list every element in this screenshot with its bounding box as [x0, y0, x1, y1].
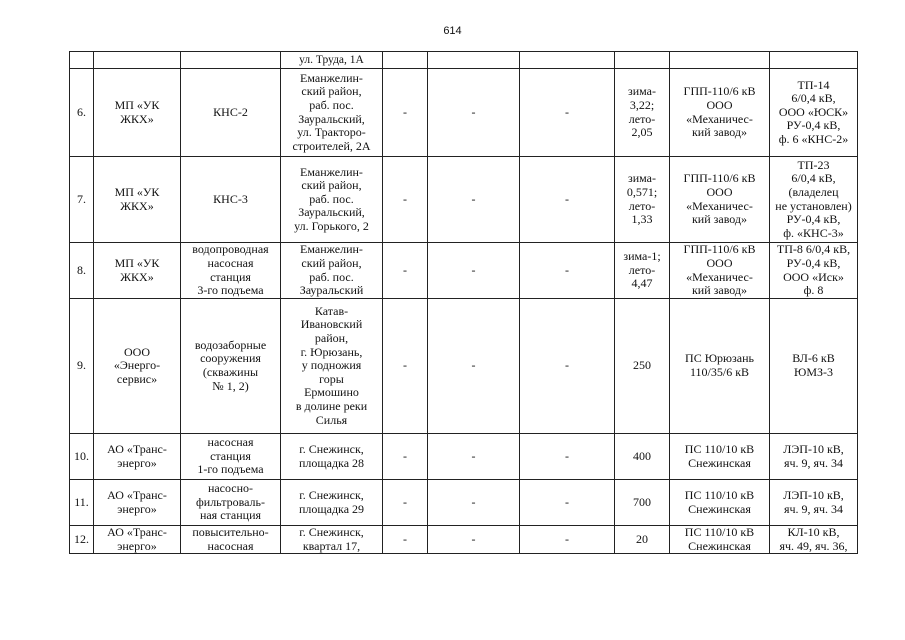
cell-object: [181, 480, 281, 526]
cell-col6-text: -: [471, 262, 476, 277]
cell-connection-point-text: КЛ-10 кВ, яч. 49, яч. 36,: [779, 525, 848, 553]
cell-address: [281, 299, 383, 434]
cont-cell-c7: [520, 52, 615, 69]
cell-col6: [428, 526, 520, 554]
cell-power-text: 20: [636, 531, 648, 546]
cell-num-text: 7.: [77, 191, 86, 206]
cell-connection-point-text: ЛЭП-10 кВ, яч. 9, яч. 34: [783, 441, 844, 470]
cell-col7: [520, 299, 615, 434]
cell-address: [281, 243, 383, 299]
cell-connection-point-text: ЛЭП-10 кВ, яч. 9, яч. 34: [783, 487, 844, 516]
cell-object: [181, 157, 281, 243]
cell-organization: [94, 69, 181, 157]
cell-object-text: водозаборные сооружения (скважины № 1, 2): [194, 337, 267, 393]
cell-address-text: Еманжелин- ский район, раб. пос. Зауральский, ул. Тракторо- строителей, 2А: [292, 70, 371, 153]
cell-power: [615, 434, 670, 480]
cell-power-source-text: ГПП-110/6 кВ ООО «Механичес- кий завод»: [683, 171, 756, 227]
cell-col6-text: -: [471, 358, 476, 373]
cell-power-text: зима- 0,571; лето- 1,33: [626, 171, 658, 227]
cell-num-text: 11.: [74, 494, 89, 509]
cell-power: [615, 243, 670, 299]
cell-power: [615, 526, 670, 554]
cell-address-text: г. Снежинск, площадка 28: [298, 441, 365, 470]
cell-num: [70, 69, 94, 157]
cell-col5: [383, 157, 428, 243]
cell-object-text: КНС-2: [213, 104, 248, 119]
cell-power-source: [670, 69, 770, 157]
cell-address-text: г. Снежинск, площадка 29: [298, 487, 365, 516]
cell-address-text: Катав- Ивановский район, г. Юрюзань, у подножия горы Ермошино в долине реки Силья: [295, 303, 368, 427]
cell-col6: [428, 434, 520, 480]
cell-col7: [520, 480, 615, 526]
cell-power-text: 250: [633, 358, 651, 373]
cell-col6-text: -: [471, 448, 476, 463]
cont-cell-org: [94, 52, 181, 69]
cell-num-text: 9.: [77, 358, 86, 373]
cell-address-text: Еманжелин- ский район, раб. пос. Зауральский, ул. Горького, 2: [294, 164, 369, 233]
cell-organization-text: АО «Транс- энерго»: [107, 441, 167, 470]
cell-power: [615, 157, 670, 243]
page-number: 614: [443, 25, 462, 37]
cell-organization: [94, 526, 181, 554]
cell-col7: [520, 243, 615, 299]
cell-object: [181, 526, 281, 554]
cell-object: [181, 243, 281, 299]
table-row-continuation: [70, 52, 858, 69]
cell-organization: [94, 434, 181, 480]
cell-address: [281, 157, 383, 243]
cell-power-source: [670, 299, 770, 434]
cell-power-source: [670, 526, 770, 554]
cell-col5: [383, 299, 428, 434]
cell-power-text: зима-1; лето- 4,47: [623, 249, 661, 291]
table-row: [70, 69, 858, 157]
cell-col5: [383, 526, 428, 554]
cont-cell-address: ул. Труда, 1А: [281, 52, 383, 69]
cell-organization: [94, 299, 181, 434]
cell-num: [70, 157, 94, 243]
cell-col5: [383, 480, 428, 526]
cell-col5-text: -: [403, 191, 407, 206]
cell-power-source-text: ПС 110/10 кВ Снежинская: [684, 525, 755, 553]
cell-power: [615, 299, 670, 434]
cell-num: [70, 243, 94, 299]
cell-power-text: 400: [633, 448, 651, 463]
cell-col7: [520, 157, 615, 243]
cell-col6-text: -: [471, 494, 476, 509]
cell-object-text: насосно- фильтроваль- ная станция: [196, 481, 265, 523]
cell-connection-point: [770, 299, 858, 434]
cell-object-text: водопроводная насосная станция 3-го подъема: [192, 242, 269, 298]
cell-col5: [383, 243, 428, 299]
cont-cell-num: [70, 52, 94, 69]
cell-power: [615, 69, 670, 157]
cell-col7-text: -: [565, 358, 569, 373]
cell-connection-point-text: ТП-8 6/0,4 кВ, РУ-0,4 кВ, ООО «Иск» ф. 8: [776, 242, 851, 298]
cell-col7-text: -: [565, 191, 569, 206]
cont-cell-c5: [383, 52, 428, 69]
cell-connection-point: [770, 480, 858, 526]
cell-power: [615, 480, 670, 526]
cell-power-source-text: ПС 110/10 кВ Снежинская: [684, 487, 755, 516]
cell-object: [181, 69, 281, 157]
cell-num: [70, 480, 94, 526]
cell-num: [70, 526, 94, 554]
cell-object: [181, 434, 281, 480]
cell-col7-text: -: [565, 494, 569, 509]
cell-col6: [428, 69, 520, 157]
cell-col7-text: -: [565, 104, 569, 119]
cell-connection-point: [770, 69, 858, 157]
cell-address: [281, 526, 383, 554]
cell-col5-text: -: [403, 358, 407, 373]
cell-col5: [383, 69, 428, 157]
cell-num: [70, 434, 94, 480]
cont-cell-c6: [428, 52, 520, 69]
cell-organization: [94, 480, 181, 526]
cell-col6: [428, 299, 520, 434]
cell-power-source: [670, 480, 770, 526]
cell-col6-text: -: [471, 531, 476, 546]
table-row: [70, 526, 858, 554]
cell-connection-point: [770, 434, 858, 480]
cell-power-source: [670, 243, 770, 299]
cell-organization-text: ООО «Энерго- сервис»: [113, 344, 161, 386]
cell-num-text: 12.: [74, 531, 89, 546]
table-row: [70, 243, 858, 299]
table-row: [70, 157, 858, 243]
cell-power-source-text: ГПП-110/6 кВ ООО «Механичес- кий завод»: [683, 84, 756, 140]
cell-power-text: 700: [633, 494, 651, 509]
cell-organization-text: МП «УК ЖКХ»: [114, 184, 160, 213]
cell-connection-point-text: ВЛ-6 кВ ЮМЗ-3: [792, 351, 835, 379]
cell-organization-text: МП «УК ЖКХ»: [114, 255, 160, 284]
cont-cell-object: [181, 52, 281, 69]
cell-col7: [520, 526, 615, 554]
cell-address-text: г. Снежинск, квартал 17,: [299, 525, 364, 553]
table-row: [70, 434, 858, 480]
cell-col6: [428, 480, 520, 526]
cont-cell-source: [670, 52, 770, 69]
cell-col7: [520, 434, 615, 480]
cell-col5: [383, 434, 428, 480]
cell-connection-point-text: ТП-23 6/0,4 кВ, (владелец не установлен) РУ-0,4 кВ, ф. «КНС-3»: [775, 157, 852, 240]
cell-col5-text: -: [403, 104, 407, 119]
cell-num-text: 10.: [74, 448, 89, 463]
cell-connection-point: [770, 526, 858, 554]
table-row: [70, 299, 858, 434]
cell-organization-text: АО «Транс- энерго»: [107, 525, 167, 553]
cell-organization-text: МП «УК ЖКХ»: [114, 97, 160, 126]
cell-col5-text: -: [403, 494, 407, 509]
cell-address: [281, 434, 383, 480]
cell-address: [281, 480, 383, 526]
cell-object: [181, 299, 281, 434]
cell-num: [70, 299, 94, 434]
cell-object-text: насосная станция 1-го подъема: [197, 435, 264, 477]
cell-organization: [94, 243, 181, 299]
cell-col6-text: -: [471, 191, 476, 206]
cell-object-text: повысительно- насосная: [192, 525, 269, 553]
cell-connection-point-text: ТП-14 6/0,4 кВ, ООО «ЮСК» РУ-0,4 кВ, ф. 6 «КНС-2»: [778, 77, 849, 146]
cell-power-source-text: ПС Юрюзань 110/35/6 кВ: [685, 351, 754, 379]
cell-col5-text: -: [403, 531, 407, 546]
cell-object-text: КНС-3: [213, 191, 248, 206]
cell-num-text: 8.: [77, 262, 86, 277]
data-table: [69, 51, 858, 554]
cell-organization: [94, 157, 181, 243]
cell-col7-text: -: [565, 262, 569, 277]
cell-address: [281, 69, 383, 157]
cell-power-source: [670, 434, 770, 480]
cell-num-text: 6.: [77, 104, 86, 119]
cell-connection-point: [770, 157, 858, 243]
cell-col7-text: -: [565, 448, 569, 463]
cell-col5-text: -: [403, 262, 407, 277]
cell-organization-text: АО «Транс- энерго»: [107, 487, 167, 516]
cell-col6: [428, 157, 520, 243]
cell-address-text: Еманжелин- ский район, раб. пос. Зауральский: [299, 242, 364, 298]
cell-col7: [520, 69, 615, 157]
cell-col7-text: -: [565, 531, 569, 546]
cell-connection-point: [770, 243, 858, 299]
table-row: [70, 480, 858, 526]
cell-power-source-text: ПС 110/10 кВ Снежинская: [684, 441, 755, 470]
cell-power-text: зима- 3,22; лето- 2,05: [628, 84, 656, 140]
cont-cell-point: [770, 52, 858, 69]
cell-col5-text: -: [403, 448, 407, 463]
cont-cell-power: [615, 52, 670, 69]
cell-col6: [428, 243, 520, 299]
cell-col6-text: -: [471, 104, 476, 119]
cell-power-source-text: ГПП-110/6 кВ ООО «Механичес- кий завод»: [683, 242, 756, 298]
cell-power-source: [670, 157, 770, 243]
